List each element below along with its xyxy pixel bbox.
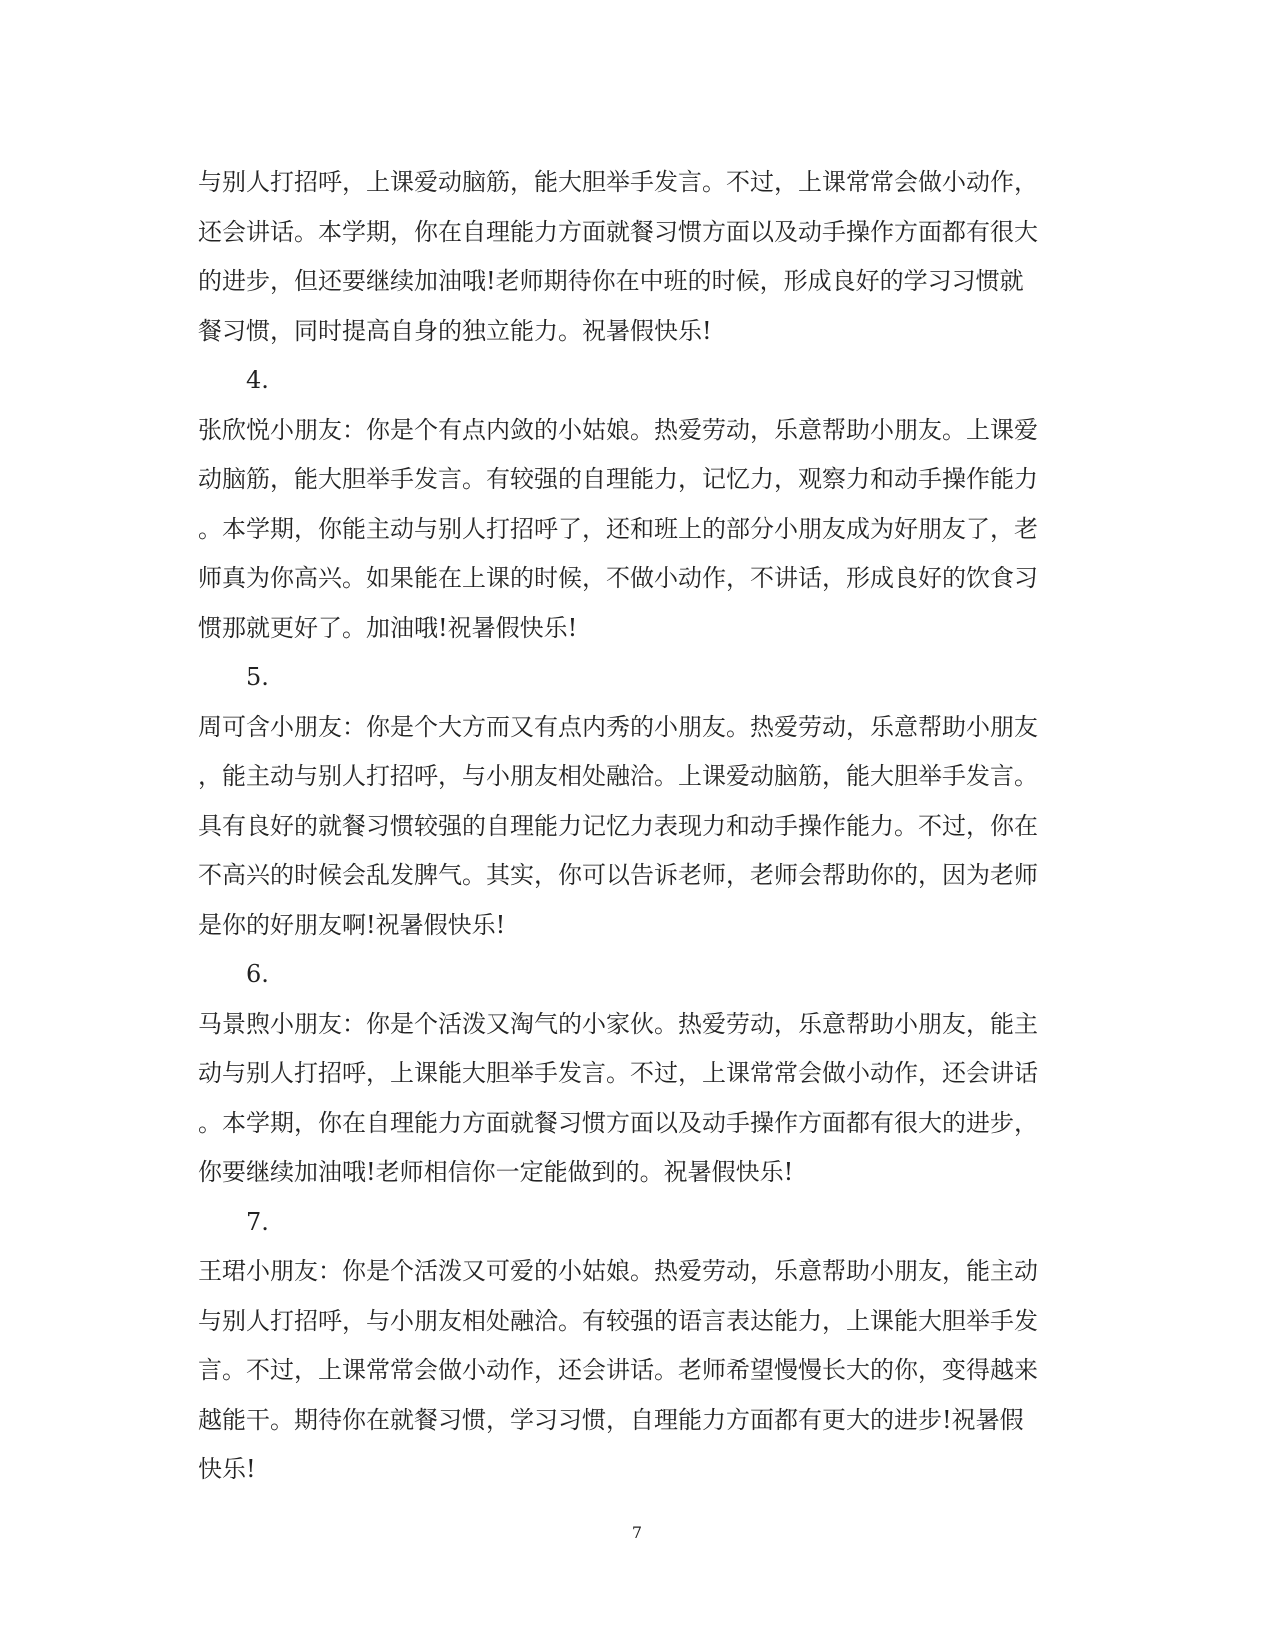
text-line: 与别人打招呼，与小朋友相处融洽。有较强的语言表达能力，上课能大胆举手发 xyxy=(198,1306,1038,1335)
text-line: 。本学期，你在自理能力方面就餐习惯方面以及动手操作方面都有很大的进步， xyxy=(198,1108,1038,1137)
text-line: 越能干。期待你在就餐习惯，学习习惯，自理能力方面都有更大的进步!祝暑假 xyxy=(198,1405,1024,1434)
text-line: 师真为你高兴。如果能在上课的时候，不做小动作，不讲话，形成良好的饮食习 xyxy=(198,564,1038,592)
document-body xyxy=(198,158,1078,1495)
text-line: 惯那就更好了。加油哦!祝暑假快乐! xyxy=(198,613,578,642)
text-line: 。本学期，你能主动与别人打招呼了，还和班上的部分小朋友成为好朋友了，老 xyxy=(198,514,1038,543)
text-line: 还会讲话。本学期，你在自理能力方面就餐习惯方面以及动手操作方面都有很大 xyxy=(198,217,1038,246)
text-line: 与别人打招呼，上课爱动脑筋，能大胆举手发言。不过，上课常常会做小动作， xyxy=(198,168,1038,196)
text-line: 动脑筋，能大胆举手发言。有较强的自理能力，记忆力，观察力和动手操作能力 xyxy=(198,465,1038,493)
page-number: 7 xyxy=(631,1523,643,1542)
text-line: 言。不过，上课常常会做小动作，还会讲话。老师希望慢慢长大的你，变得越来 xyxy=(198,1356,1038,1384)
paragraph xyxy=(198,703,1078,951)
text-line: 的进步，但还要继续加油哦!老师期待你在中班的时候，形成良好的学习习惯就 xyxy=(198,267,1024,295)
paragraph xyxy=(198,406,1078,654)
text-line: 马景煦小朋友：你是个活泼又淘气的小家伙。热爱劳动，乐意帮助小朋友，能主 xyxy=(198,1009,1038,1038)
item-number: 4. xyxy=(246,366,269,394)
item-number: 5. xyxy=(246,663,269,691)
text-line: 不高兴的时候会乱发脾气。其实，你可以告诉老师，老师会帮助你的，因为老师 xyxy=(198,861,1038,889)
text-line: ，能主动与别人打招呼，与小朋友相处融洽。上课爱动脑筋，能大胆举手发言。 xyxy=(198,762,1038,790)
paragraph xyxy=(198,158,1078,356)
text-line: 张欣悦小朋友：你是个有点内敛的小姑娘。热爱劳动，乐意帮助小朋友。上课爱 xyxy=(198,415,1038,444)
text-line: 你要继续加油哦!老师相信你一定能做到的。祝暑假快乐! xyxy=(198,1158,794,1186)
paragraph xyxy=(198,1247,1078,1495)
text-line: 动与别人打招呼，上课能大胆举手发言。不过，上课常常会做小动作，还会讲话 xyxy=(198,1059,1038,1087)
text-line: 餐习惯，同时提高自身的独立能力。祝暑假快乐! xyxy=(198,316,712,345)
paragraph xyxy=(198,1000,1078,1198)
text-line: 具有良好的就餐习惯较强的自理能力记忆力表现力和动手操作能力。不过，你在 xyxy=(198,811,1038,840)
text-line: 周可含小朋友：你是个大方而又有点内秀的小朋友。热爱劳动，乐意帮助小朋友 xyxy=(198,712,1038,741)
item-number: 6. xyxy=(246,960,269,988)
item-number: 7. xyxy=(246,1207,269,1236)
text-line: 是你的好朋友啊!祝暑假快乐! xyxy=(198,910,506,939)
text-line: 快乐! xyxy=(198,1455,256,1483)
text-line: 王珺小朋友：你是个活泼又可爱的小姑娘。热爱劳动，乐意帮助小朋友，能主动 xyxy=(198,1257,1038,1285)
